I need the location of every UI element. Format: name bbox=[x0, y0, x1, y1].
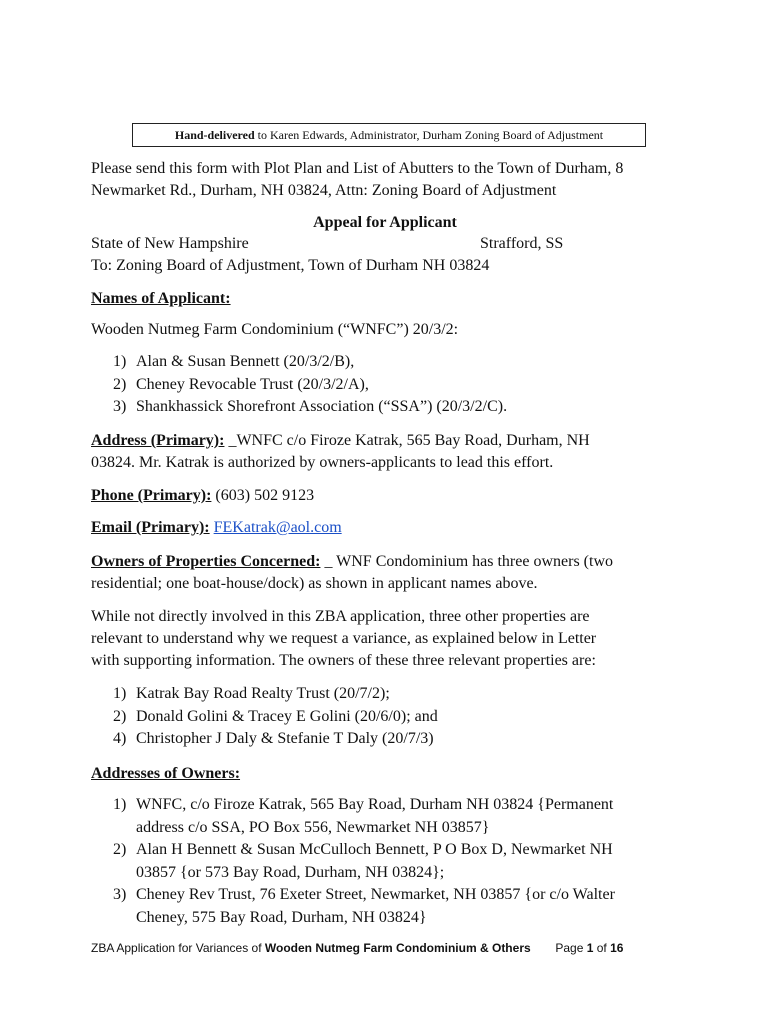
list-num: 2) bbox=[113, 375, 127, 393]
phone-line bbox=[91, 485, 314, 507]
phone-heading: Phone (Primary): bbox=[91, 487, 212, 504]
email-heading: Email (Primary): bbox=[91, 519, 210, 536]
relevant-line-1: While not directly involved in this ZBA application, three other properties are bbox=[91, 608, 590, 625]
relevant-line-2: relevant to understand why we request a variance, as explained below in Letter bbox=[91, 630, 597, 647]
addresses-heading: Addresses of Owners: bbox=[91, 765, 241, 782]
list-text: Cheney Rev Trust, 76 Exeter Street, Newmarket, NH 03857 {or c/o Walter bbox=[136, 886, 615, 904]
list-item bbox=[91, 683, 438, 706]
list-num: 3) bbox=[113, 398, 127, 416]
list-item-continuation bbox=[91, 817, 615, 840]
delivery-note-bold: Hand-delivered bbox=[174, 128, 255, 142]
footer-page-total: 16 bbox=[610, 941, 624, 955]
list-text: WNFC, c/o Firoze Katrak, 565 Bay Road, Durham NH 03824 {Permanent bbox=[136, 796, 614, 813]
list-text: 03857 {or 573 Bay Road, Durham, NH 03824}; bbox=[136, 863, 445, 881]
list-text: Cheney, 575 Bay Road, Durham, NH 03824} bbox=[136, 908, 427, 926]
list-text: Alan & Susan Bennett (20/3/2/B), bbox=[136, 353, 355, 370]
address-line-2: 03824. Mr. Katrak is authorized by owners-applicants to lead this effort. bbox=[91, 454, 554, 471]
footer-prefix: ZBA Application for Variances of bbox=[91, 941, 265, 955]
list-text: Donald Golini & Tracey E Golini (20/6/0); and bbox=[136, 707, 438, 725]
owners-line-1 bbox=[91, 551, 613, 573]
list-item bbox=[91, 884, 615, 907]
relevant-owners-list bbox=[91, 683, 438, 751]
intro-line-1: Please send this form with Plot Plan and List of Abutters to the Town of Durham, 8 bbox=[91, 160, 624, 177]
addresses-list bbox=[91, 794, 615, 930]
page-title: Appeal for Applicant bbox=[313, 214, 457, 231]
list-text: Katrak Bay Road Realty Trust (20/7/2); bbox=[136, 685, 390, 702]
list-num: 1) bbox=[113, 685, 127, 702]
owners-heading: Owners of Properties Concerned: bbox=[91, 553, 321, 570]
address-line-1 bbox=[91, 430, 590, 452]
address-value: _WNFC c/o Firoze Katrak, 565 Bay Road, Durham, NH bbox=[224, 432, 590, 449]
list-text: Shankhassick Shorefront Association (“SSA”) (20/3/2/C). bbox=[136, 398, 508, 416]
list-text: Alan H Bennett & Susan McCulloch Bennett, P O Box D, Newmarket NH bbox=[136, 841, 613, 859]
list-item bbox=[91, 728, 438, 751]
state-left: State of New Hampshire bbox=[91, 235, 249, 252]
footer-title: Wooden Nutmeg Farm Condominium & Others bbox=[264, 941, 531, 955]
list-num: 1) bbox=[113, 796, 127, 813]
list-item bbox=[91, 706, 438, 729]
page-footer bbox=[91, 941, 623, 955]
delivery-note-box bbox=[132, 123, 646, 147]
list-item-continuation bbox=[91, 862, 615, 885]
owners-line-2: residential; one boat-house/dock) as shown in applicant names above. bbox=[91, 575, 538, 592]
list-text: address c/o SSA, PO Box 556, Newmarket NH 03857} bbox=[136, 818, 490, 836]
list-num: 1) bbox=[113, 353, 127, 370]
list-text: Christopher J Daly & Stefanie T Daly (20/7/3) bbox=[136, 730, 434, 748]
email-link[interactable]: FEKatrak@aol.com bbox=[213, 519, 342, 536]
email-line bbox=[91, 517, 342, 539]
list-text: Cheney Revocable Trust (20/3/2/A), bbox=[136, 375, 369, 393]
names-heading: Names of Applicant: bbox=[91, 290, 231, 307]
names-lead: Wooden Nutmeg Farm Condominium (“WNFC”) 20/3/2: bbox=[91, 321, 459, 338]
intro-line-2: Newmarket Rd., Durham, NH 03824, Attn: Zoning Board of Adjustment bbox=[91, 182, 557, 199]
relevant-line-3: with supporting information. The owners of these three relevant properties are: bbox=[91, 652, 596, 669]
owners-value: _ WNF Condominium has three owners (two bbox=[320, 553, 613, 570]
delivery-note-text: to Karen Edwards, Administrator, Durham Zoning Board of Adjustment bbox=[254, 128, 604, 142]
list-item-continuation bbox=[91, 907, 615, 930]
list-item bbox=[91, 396, 507, 419]
footer-of: of bbox=[593, 941, 611, 955]
list-num: 2) bbox=[113, 841, 127, 859]
list-item bbox=[91, 351, 507, 374]
phone-value: (603) 502 9123 bbox=[211, 487, 315, 504]
applicant-list bbox=[91, 351, 507, 419]
list-num: 3) bbox=[113, 886, 127, 904]
to-line: To: Zoning Board of Adjustment, Town of Durham NH 03824 bbox=[91, 257, 490, 274]
footer-page-label: Page bbox=[555, 941, 587, 955]
list-item bbox=[91, 794, 615, 817]
list-num: 4) bbox=[113, 730, 127, 748]
footer-page-num: 1 bbox=[586, 941, 594, 955]
address-heading: Address (Primary): bbox=[91, 432, 225, 449]
list-item bbox=[91, 374, 507, 397]
list-num: 2) bbox=[113, 707, 127, 725]
list-item bbox=[91, 839, 615, 862]
state-right: Strafford, SS bbox=[480, 235, 564, 252]
